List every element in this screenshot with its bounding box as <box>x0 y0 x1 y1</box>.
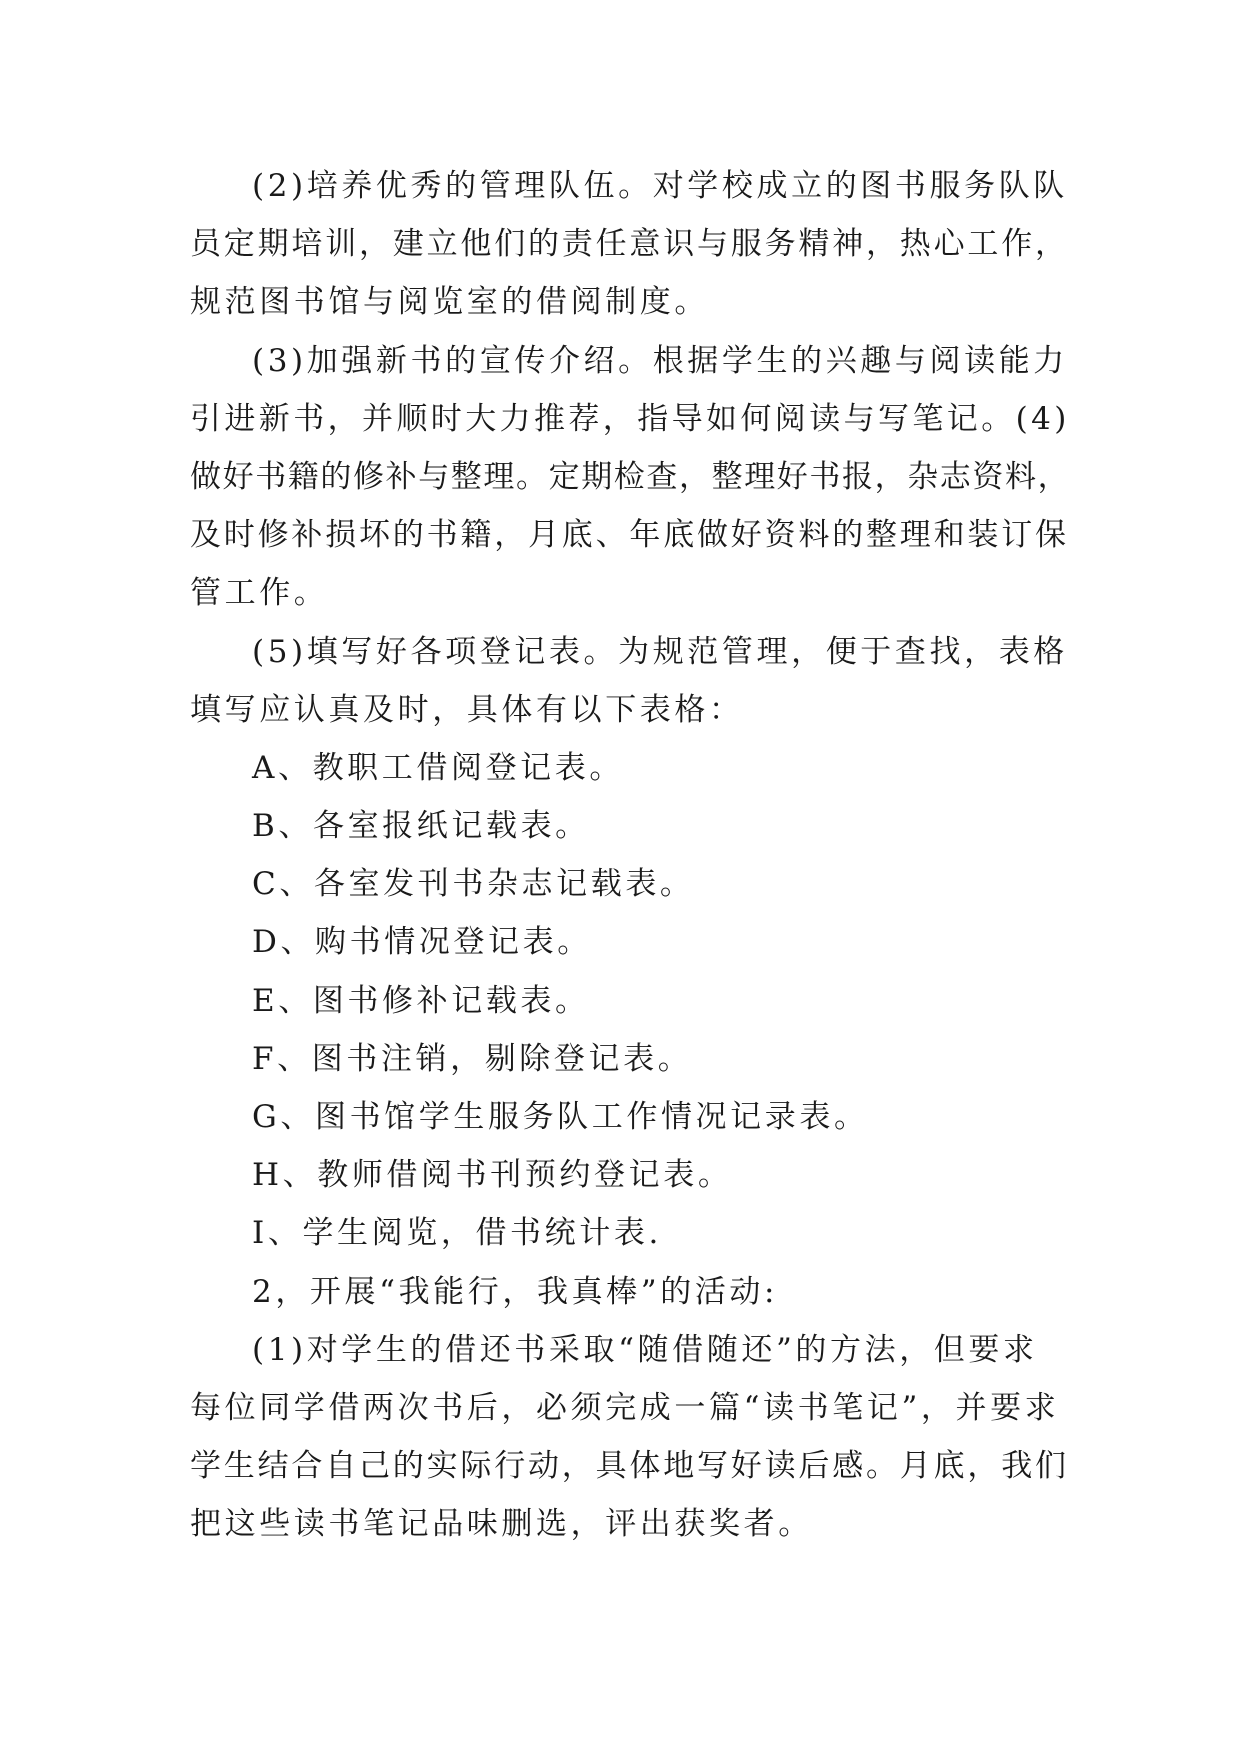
list-item: H、教师借阅书刊预约登记表。 <box>252 1157 733 1194</box>
text-line: 学生结合自己的实际行动，具体地写好读后感。月底，我们 <box>190 1448 1069 1485</box>
list-item: F、图书注销，剔除登记表。 <box>252 1040 693 1077</box>
body-text <box>190 157 1070 1554</box>
list-item: G、图书馆学生服务队工作情况记录表。 <box>252 1099 869 1135</box>
text-line: (2)培养优秀的管理队伍。对学校成立的图书服务队队 <box>252 168 1068 204</box>
text-line: (3)加强新书的宣传介绍。根据学生的兴趣与阅读能力 <box>252 342 1068 379</box>
text-line: 填写应认真及时，具体有以下表格： <box>190 691 744 728</box>
text-line: 规范图书馆与阅览室的借阅制度。 <box>190 284 709 321</box>
text-line: 管工作。 <box>190 575 329 612</box>
list-item: A、教职工借阅登记表。 <box>252 749 624 786</box>
text-line: 及时修补损坏的书籍，月底、年底做好资料的整理和装订保 <box>190 517 1069 554</box>
text-line: (1)对学生的借还书采取“随借随还”的方法，但要求 <box>252 1331 1038 1368</box>
list-item: E、图书修补记载表。 <box>252 982 590 1019</box>
list-item: C、各室发刊书杂志记载表。 <box>252 866 695 903</box>
text-line: (5)填写好各项登记表。为规范管理，便于查找，表格 <box>252 633 1068 670</box>
text-line: 员定期培训，建立他们的责任意识与服务精神，热心工作， <box>190 226 1069 263</box>
list-item: B、各室报纸记载表。 <box>252 808 590 845</box>
section-heading: 2，开展“我能行，我真棒”的活动: <box>252 1273 779 1310</box>
text-line: 把这些读书笔记品味删选，评出获奖者。 <box>190 1506 813 1543</box>
list-item: D、购书情况登记表。 <box>252 924 592 961</box>
text-line: 每位同学借两次书后，必须完成一篇“读书笔记”，并要求 <box>190 1389 1060 1426</box>
text-line: 做好书籍的修补与整理。定期检查，整理好书报，杂志资料， <box>190 458 1071 495</box>
list-item: I、学生阅览，借书统计表. <box>252 1215 662 1252</box>
text-line: 引进新书，并顺时大力推荐，指导如何阅读与写笔记。(4) <box>190 400 1070 437</box>
